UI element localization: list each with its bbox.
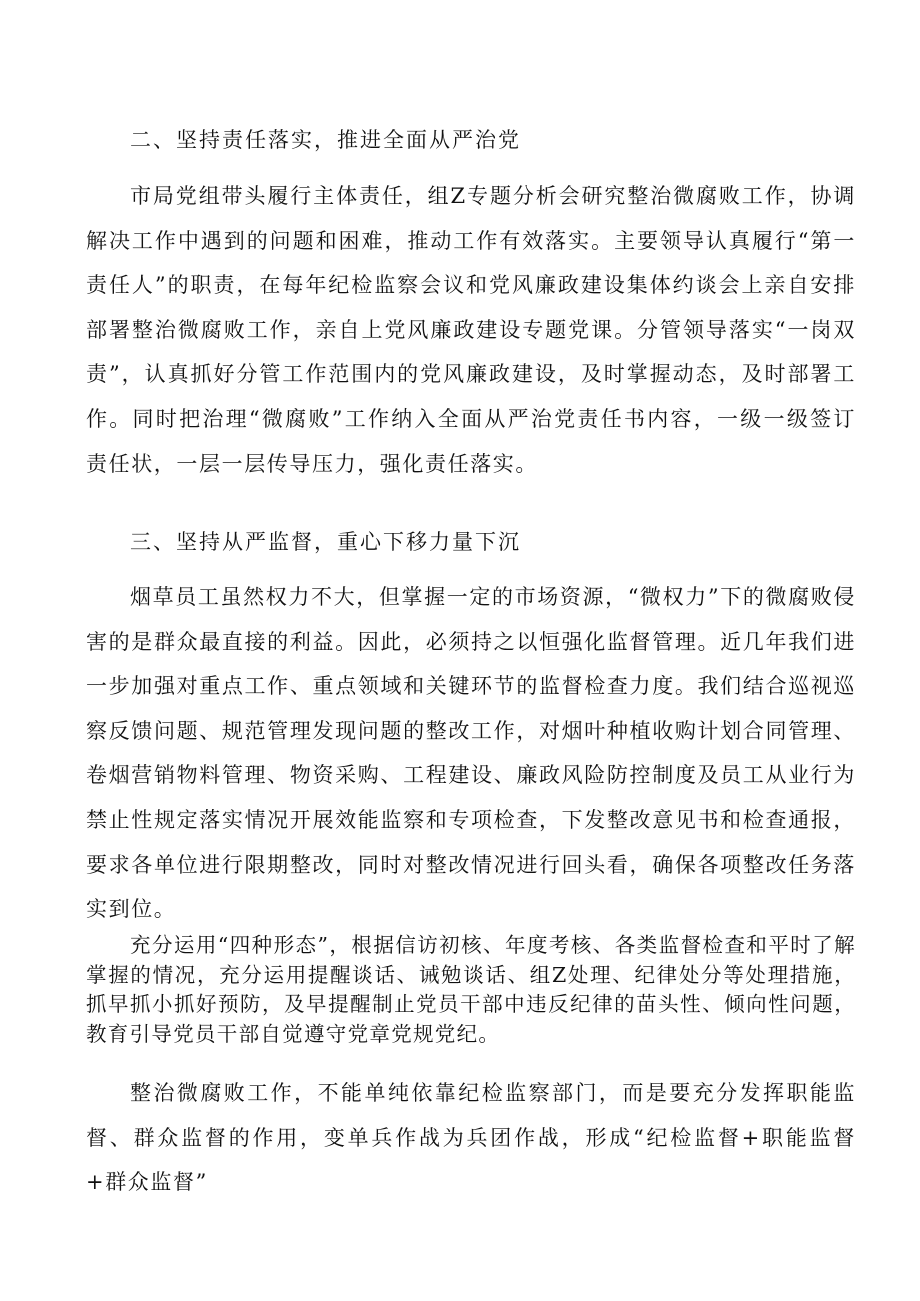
section-heading-2: 二、坚持责任落实，推进全面从严治党 (130, 128, 521, 152)
paragraph-four-forms: 充分运用“四种形态”，根据信访初核、年度考核、各类监督检查和平时了解掌握的情况，充分运用提醒谈话、诫勉谈话、组Z处理、纪律处分等处理措施，抓早抓小抓好预防，及早提醒制止党员干部中违反纪律的苗头性、倾向性问题，教育引导党员干部自觉遵守党章党规党纪。 (86, 933, 856, 1046)
paragraph-responsibility: 市局党组带头履行主体责任，组Z专题分析会研究整治微腐败工作，协调解决工作中遇到的问题和困难，推动工作有效落实。主要领导认真履行“第一责任人”的职责，在每年纪检监察会议和党风廉政建设集体约谈会上亲自安排部署整治微腐败工作，亲自上党风廉政建设专题党课。分管领导落实“一岗双责”，认真抓好分管工作范围内的党风廉政建设，及时掌握动态，及时部署工作。同时把治理“微腐败”工作纳入全面从严治党责任书内容，一级一级签订责任状，一层一层传导压力，强化责任落实。 (86, 184, 856, 476)
paragraph-supervision: 烟草员工虽然权力不大，但掌握一定的市场资源，“微权力”下的微腐败侵害的是群众最直接的利益。因此，必须持之以恒强化监督管理。近几年我们进一步加强对重点工作、重点领域和关键环节的监督检查力度。我们结合巡视巡察反馈问题、规范管理发现问题的整改工作，对烟叶种植收购计划合同管理、卷烟营销物料管理、物资采购、工程建设、廉政风险防控制度及员工从业行为禁止性规定落实情况开展效能监察和专项检查，下发整改意见书和检查通报，要求各单位进行限期整改，同时对整改情况进行回头看，确保各项整改任务落实到位。 (86, 585, 856, 922)
paragraph-joint-supervision: 整治微腐败工作，不能单纯依靠纪检监察部门，而是要充分发挥职能监督、群众监督的作用，变单兵作战为兵团作战，形成“纪检监督+职能监督+群众监督” (86, 1081, 856, 1195)
section-heading-3: 三、坚持从严监督，重心下移力量下沉 (130, 530, 521, 554)
